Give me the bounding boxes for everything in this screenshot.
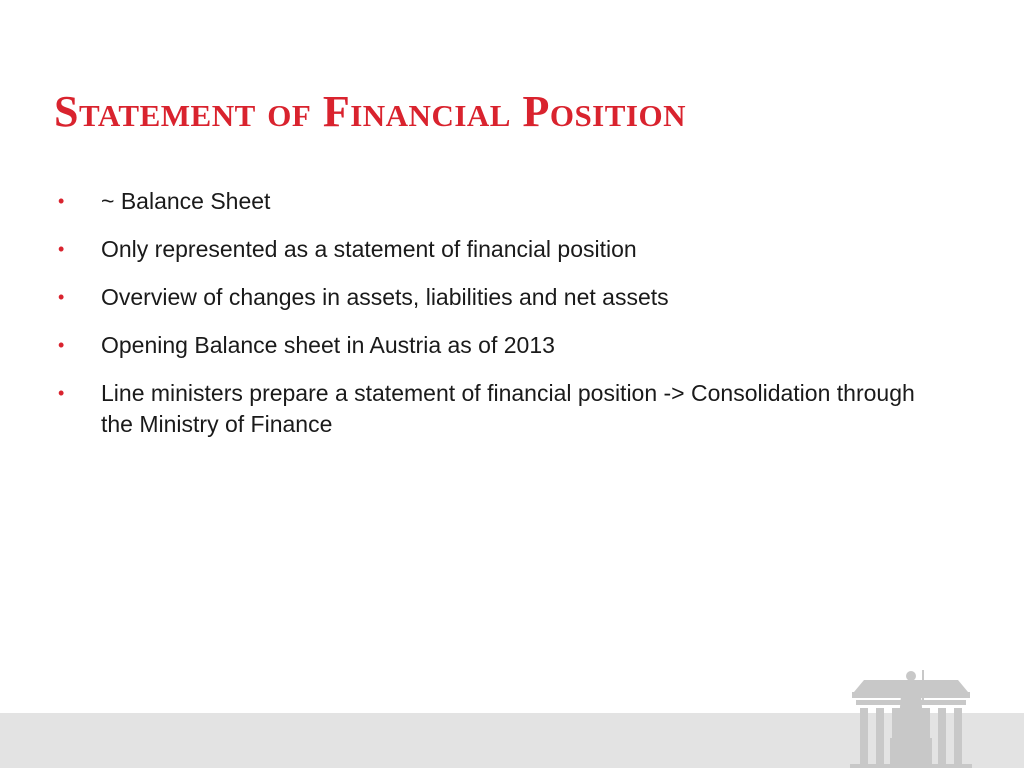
bullet-item [58, 234, 948, 265]
bullet-text: Line ministers prepare a statement of financial position -> Consolidation through the Ministry of Finance [101, 380, 915, 437]
bullet-item [58, 378, 948, 440]
bullet-item [58, 282, 948, 313]
bullet-item [58, 186, 948, 217]
bullet-text: Overview of changes in assets, liabilities and net assets [101, 284, 669, 310]
bullet-text: Opening Balance sheet in Austria as of 2013 [101, 332, 555, 358]
bullet-dot: • [58, 335, 65, 355]
bullet-dot: • [58, 191, 65, 211]
bullet-dot: • [58, 383, 65, 403]
bullet-text: Only represented as a statement of financial position [101, 236, 637, 262]
bullet-text: ~ Balance Sheet [101, 188, 271, 214]
bullet-dot: • [58, 287, 65, 307]
slide-title: Statement of Financial Position [54, 87, 686, 136]
parliament-building-logo-icon [846, 670, 976, 768]
bullet-item [58, 330, 948, 361]
bullet-dot: • [58, 239, 65, 259]
bullet-list [58, 186, 948, 457]
